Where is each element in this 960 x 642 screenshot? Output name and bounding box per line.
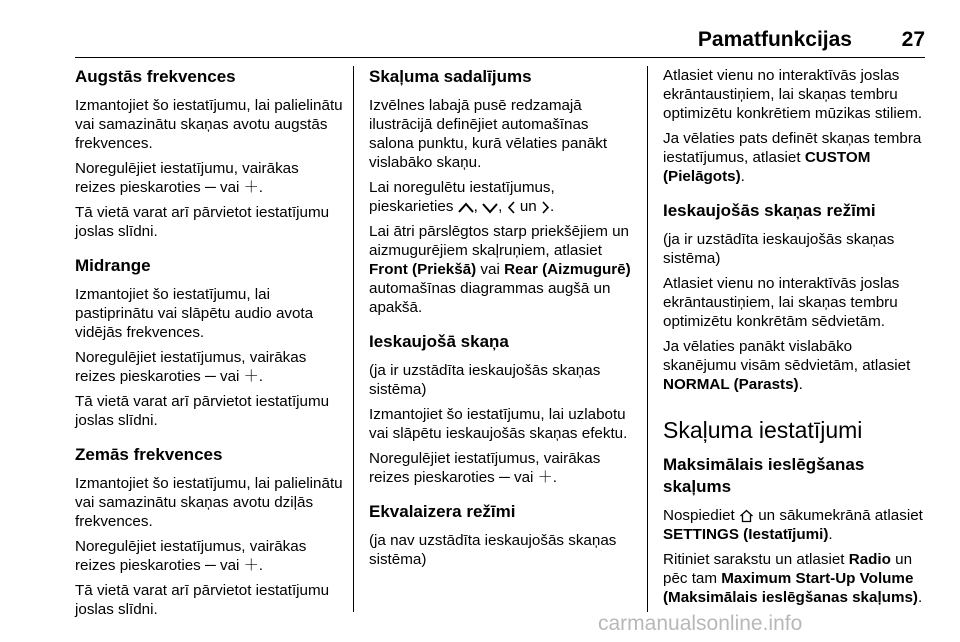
header-divider bbox=[75, 57, 925, 58]
surround-modes-paragraph-2: Atlasiet vienu no interaktīvās joslas ekrāntaustiņiem, lai skaņas tembru optimizētu konkrētām sēdvietām. bbox=[663, 275, 900, 330]
treble-paragraph-1: Izmantojiet šo iestatījumu, lai palielinātu vai samazinātu skaņas avotu augstās frekvences. bbox=[75, 97, 343, 152]
mv-p1-tail: un sākumekrānā atlasiet bbox=[758, 507, 923, 524]
custom-option-label: CUSTOM (Pielāgots) bbox=[663, 149, 871, 185]
settings-option-label: SETTINGS (Iestatījumi) bbox=[663, 526, 829, 543]
mv-p1-text: Nospiediet bbox=[663, 507, 735, 524]
midrange-paragraph-2: Noregulējiet iestatījumus, vairākas reizes pieskaroties ─ vai ＋. bbox=[75, 349, 307, 385]
rear-option-label: Rear (Aizmugurē) bbox=[504, 261, 631, 278]
eq-paragraph-1: (ja nav uzstādīta ieskaujošās skaņas sistēma) bbox=[369, 532, 617, 568]
max-volume-paragraph-2 bbox=[663, 550, 925, 607]
eq-modes-heading: Ekvalaizera režīmi bbox=[369, 502, 516, 521]
eq-paragraph-2: Atlasiet vienu no interaktīvās joslas ekrāntaustiņiem, lai skaņas tembru optimizētu konkrētiem mūzikas stiliem. bbox=[663, 67, 923, 122]
surround-modes-paragraph-3 bbox=[663, 337, 925, 394]
sm-p3-text: Ja vēlaties panākt vislabāko skanējumu visām sēdvietām, atlasiet bbox=[663, 338, 911, 374]
bass-paragraph-1: Izmantojiet šo iestatījumu, lai palielinātu vai samazinātu skaņas avotu dziļās frekvences. bbox=[75, 475, 343, 530]
max-volume-paragraph-1 bbox=[663, 506, 925, 544]
mv-p1-end: . bbox=[828, 526, 833, 543]
bass-paragraph-3: Tā vietā varat arī pārvietot iestatījumu joslas slīdni. bbox=[75, 582, 330, 618]
column-1 bbox=[75, 66, 343, 625]
bass-heading: Zemās frekvences bbox=[75, 445, 223, 464]
eq-p3-end: . bbox=[740, 168, 745, 185]
column-2 bbox=[369, 66, 631, 575]
fader-p3-or: vai bbox=[480, 261, 500, 278]
max-startup-volume-heading: Maksimālais ieslēgšanas skaļums bbox=[663, 455, 865, 496]
sm-p3-end: . bbox=[798, 376, 803, 393]
fader-heading: Skaļuma sadalījums bbox=[369, 67, 532, 86]
fader-p2-text: Lai noregulētu iestatījumus, pieskarieties bbox=[369, 179, 555, 215]
chevron-left-icon bbox=[507, 201, 516, 214]
fader-p3-tail: automašīnas diagrammas augšā un apakšā. bbox=[369, 280, 611, 316]
surround-modes-heading: Ieskaujošās skaņas režīmi bbox=[663, 201, 876, 220]
normal-option-label: NORMAL (Parasts) bbox=[663, 376, 799, 393]
mv-p2-text: Ritiniet sarakstu un atlasiet bbox=[663, 551, 845, 568]
surround-paragraph-3: Noregulējiet iestatījumus, vairākas reizes pieskaroties ─ vai ＋. bbox=[369, 450, 601, 486]
mv-p2-end: . bbox=[917, 589, 923, 606]
chevron-right-icon bbox=[541, 201, 550, 214]
eq-p3-text: Ja vēlaties pats definēt skaņas tembra iestatījumus, atlasiet bbox=[663, 130, 922, 166]
column-3 bbox=[663, 66, 925, 613]
midrange-paragraph-1: Izmantojiet šo iestatījumu, lai pastiprinātu vai slāpētu audio avota vidējās frekvences. bbox=[75, 286, 314, 341]
chevron-up-icon bbox=[458, 201, 474, 214]
fader-p2-end: . bbox=[549, 198, 555, 215]
surround-heading: Ieskaujošā skaņa bbox=[369, 332, 509, 351]
column-divider-1 bbox=[353, 66, 354, 612]
surround-paragraph-2: Izmantojiet šo iestatījumu, lai uzlabotu vai slāpētu ieskaujošās skaņas efektu. bbox=[369, 406, 628, 442]
treble-paragraph-3: Tā vietā varat arī pārvietot iestatījumu joslas slīdni. bbox=[75, 204, 330, 240]
fader-paragraph-1: Izvēlnes labajā pusē redzamajā ilustrācijā definējiet automašīnas salona punktu, kurā vēlaties panākt vislabāko skaņu. bbox=[369, 97, 608, 171]
fader-p2-and: un bbox=[519, 198, 537, 215]
eq-paragraph-3 bbox=[663, 129, 925, 186]
chevron-down-icon bbox=[482, 201, 498, 214]
home-icon bbox=[739, 509, 754, 523]
front-option-label: Front (Priekšā) bbox=[369, 261, 477, 278]
page-number: 27 bbox=[901, 28, 925, 51]
treble-paragraph-2: Noregulējiet iestatījumu, vairākas reizes pieskaroties ─ vai ＋. bbox=[75, 160, 299, 196]
watermark: carmanualsonline.info bbox=[598, 612, 803, 635]
bass-paragraph-2: Noregulējiet iestatījumus, vairākas reizes pieskaroties ─ vai ＋. bbox=[75, 538, 307, 574]
running-header-title: Pamatfunkcijas bbox=[697, 28, 852, 51]
column-divider-2 bbox=[647, 66, 648, 612]
treble-heading: Augstās frekvences bbox=[75, 67, 236, 86]
fader-p3-text: Lai ātri pārslēgtos starp priekšējiem un aizmugurējiem skaļruņiem, atlasiet bbox=[369, 223, 629, 259]
radio-option-label: Radio bbox=[848, 551, 891, 568]
midrange-heading: Midrange bbox=[75, 256, 151, 275]
fader-p2-sep-2: , bbox=[498, 198, 503, 215]
midrange-paragraph-3: Tā vietā varat arī pārvietot iestatījumu joslas slīdni. bbox=[75, 393, 330, 429]
fader-paragraph-3 bbox=[369, 222, 631, 317]
surround-paragraph-1: (ja ir uzstādīta ieskaujošās skaņas sistēma) bbox=[369, 362, 601, 398]
max-startup-volume-option-label: Maximum Start-Up Volume (Maksimālais ieslēgšanas skaļums) bbox=[663, 570, 918, 606]
volume-settings-heading: Skaļuma iestatījumi bbox=[663, 417, 863, 443]
mv-p2-then: un pēc tam bbox=[663, 551, 913, 587]
surround-modes-paragraph-1: (ja ir uzstādīta ieskaujošās skaņas sistēma) bbox=[663, 231, 895, 267]
fader-paragraph-2 bbox=[369, 178, 631, 216]
fader-p2-sep-1: , bbox=[473, 198, 478, 215]
